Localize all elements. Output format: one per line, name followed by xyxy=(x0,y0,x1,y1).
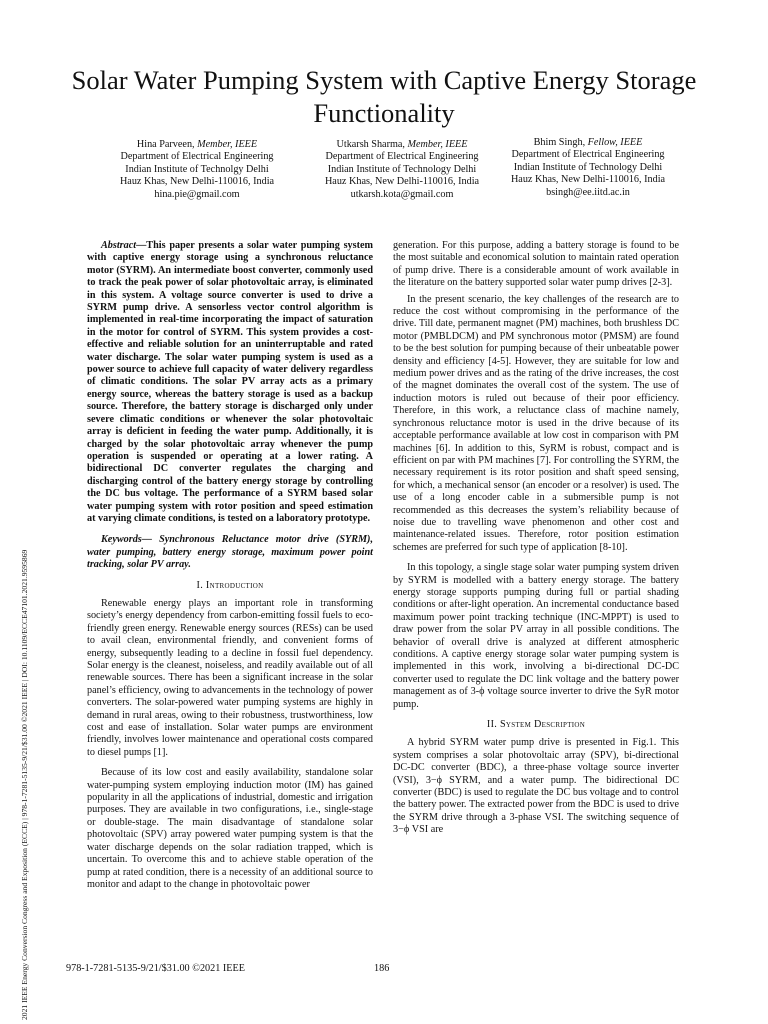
author-email: bsingh@ee.iitd.ac.in xyxy=(546,186,630,198)
abstract-label: Abstract xyxy=(101,240,137,251)
intro-paragraph-1: Renewable energy plays an important role in transforming society’s energy dependency from carbon-emitting fossil fuels to eco-friendly green energy. Renewable energy sources (RESs) can be used to avail clean, environmental friendly, and convenient forms of energy, subsequently leading to a decline in fossil fuel dependency. Solar energy is the cleanest, noiseless, and readily available out of all renewable sources. There has been a significant increase in the solar panel’s efficiency, owing to advancements in the technology of power converters. The solar-powered water pumping systems are highly in demand in rural areas, owing to their robustness, trustworthiness, low cost and ease of installation. Solar water pumps are environment friendly, involves lower maintenance and operational costs compared to diesel pumps [1]. xyxy=(87,597,373,758)
left-column xyxy=(87,240,373,891)
footer-copyright: 978-1-7281-5135-9/21/$31.00 ©2021 IEEE xyxy=(66,963,245,974)
side-doi-text: 2021 IEEE Energy Conversion Congress and Exposition (ECCE) | 978-1-7281-5135-9/21/$31.00 ©2021 IEEE | DOI: 10.1109/ECCE47101.2021.9595869 xyxy=(20,549,29,1020)
author-dept: Department of Electrical Engineering xyxy=(325,151,479,163)
author-block-3 xyxy=(473,137,703,199)
author-dept: Department of Electrical Engineering xyxy=(120,151,274,163)
author-dept: Department of Electrical Engineering xyxy=(511,149,665,161)
author-inst: Indian Institute of Technology Delhi xyxy=(327,163,477,175)
author-inst: Indian Institute of Technolgy Delhi xyxy=(125,163,269,175)
right-paragraph-4: A hybrid SYRM water pump drive is presented in Fig.1. This system comprises a solar photovoltaic array (SPV), bi-directional DC-DC converter (BDC), a three-phase voltage source inverter (VSI), 3−ϕ SYRM, and a water pump. The bidirectional DC converter (BDC) is used to regulate the DC bus voltage and to control the battery power. The extracted power from the BDC is used to drive the SYRM drive through a 3-phase VSI. The switching sequence of 3−ϕ VSI are xyxy=(393,737,679,836)
keywords xyxy=(87,534,373,571)
section-title: Introduction xyxy=(205,579,264,591)
keywords-label: Keywords— xyxy=(101,534,152,546)
author-block-1 xyxy=(82,139,312,201)
section-number: II. xyxy=(486,719,500,731)
right-paragraph-2: In the present scenario, the key challenges of the research are to reduce the cost without compromising in the performance of the drive. Till date, permanent magnet (PM) machines, both brushless DC motor (PMBLDCM) and PM synchronous motor (PMSM) are found to be the best solution for pumping because of their unbeatable power density and efficiency [4-5]. However, they are suitable for low and medium power drives and as the rating of the drive increases, the cost of the magnet dominates the overall cost of the system. The use of induction motors is ruled out because of their poor efficiency. Therefore, in this work, a reluctance class of machine namely, synchronous reluctance motor is used in the drive because of its acceptable performance available at low cost in comparison with PM machines [6]. In addition to this, SyRM is robust, compact and is efficient on par with PM machines [7]. For controlling the SYRM, the necessary requirement is its rotor position and shaft speed sensing, for which, a mechanical sensor (an encoder or a resolver) is used. The use of a long encoder cable in a submersible pump is not recommended as this decreases the system’s reliability because of noise due to travelling wave phenomenon and other cost and maintenance-related issues. Therefore, rotor position estimation schemes are preferred for such type of application [8-10]. xyxy=(393,293,679,553)
author-addr: Hauz Khas, New Delhi-110016, India xyxy=(119,176,275,188)
right-paragraph-3: In this topology, a single stage solar water pumping system driven by SYRM is modelled with a battery energy storage. The battery energy storage supports pumping during full or partial shading conditions or after-light operation. An incremental conductance based maximum power point tracking technique (INC-MPPT) is used to draw power from the solar PV array in all possible conditions. The behavior of overall drive is analyzed at different atmospheric conditions. A captive energy storage solar water pumping system is implemented in this work, involving a bi-directional DC-DC converter used to regulate the DC link voltage and the battery power management as of 3-ϕ voltage source inverter to drive the SyR motor pump. xyxy=(393,562,679,710)
keywords-text: Synchronous Reluctance motor drive (SYRM), water pumping, battery energy storage, maximum power point tracking, solar PV array. xyxy=(87,534,373,571)
abstract xyxy=(87,240,373,525)
intro-paragraph-2: Because of its low cost and easily availability, standalone solar water-pumping system employing induction motor (IM) has gained popularity in all the applications of industrial, domestic and irrigation purposes. They are available in two configurations, i.e., single-stage or double-stage. The main disadvantage of standalone solar photovoltaic (SPV) array powered water pumping system is that the water discharge depends on the solar radiation trapped, which is uncertain. To overcome this and to achieve stable operation of the pump at rated condition, there is a necessity of an additional source to monitor and adapt to the change in photovoltaic power xyxy=(87,767,373,890)
author-role: Member, IEEE xyxy=(407,139,468,150)
right-paragraph-1: generation. For this purpose, adding a battery storage is found to be the most suitable and economical solution to maintain rated operation of pump drive. There is a considerable amount of work available in the literature on the battery supported solar water pump drives [2-3]. xyxy=(393,240,679,289)
author-email: utkarsh.kota@gmail.com xyxy=(350,188,454,200)
author-addr: Hauz Khas, New Delhi-110016, India xyxy=(510,174,666,186)
author-name: Hina Parveen, xyxy=(136,139,198,150)
page-number: 186 xyxy=(374,963,390,974)
abstract-text: —This paper presents a solar water pumping system with captive energy storage using a synchronous reluctance motor (SYRM). An intermediate boost converter, commonly used to track the peak power of solar photovoltaic array, is eliminated in this system. A voltage source converter is used to drive a SYRM pump drive. A sensorless vector control algorithm is implemented in real-time incorporating the impact of saturation in the motor for control of SYRM. This system provides a cost-effective and reliable solution for an uninterruptable and rated water discharge. The solar water pumping system is used as a power source to achieve full capacity of water delivery regardless of climatic conditions. The solar PV array acts as a primary energy source, whereas the battery storage is used as a backup source. Therefore, the battery storage is discharged only under severe climatic conditions or whenever the solar photovoltaic array is deficient in feeding the water pump. Additionally, it is charged by the solar photovoltaic array whenever the pump operation is suspended or operating at a lower rating. A bidirectional DC converter regulates the charging and discharging control of the battery energy storage by controlling the DC bus voltage. The performance of a SYRM based solar water pumping system with rotor position and speed estimation at varying climate conditions, is tested on a laboratory prototype. xyxy=(87,240,373,524)
author-addr: Hauz Khas, New Delhi-110016, India xyxy=(324,176,480,188)
author-email: hina.pie@gmail.com xyxy=(154,188,240,200)
section-heading-introduction xyxy=(87,580,373,592)
author-role: Fellow, IEEE xyxy=(587,137,643,148)
section-title: System Description xyxy=(499,719,586,731)
paper-title: Solar Water Pumping System with Captive Energy Storage Functionality xyxy=(71,65,697,128)
author-name: Utkarsh Sharma, xyxy=(336,139,408,150)
section-heading-system-description xyxy=(393,719,679,731)
section-number: I. xyxy=(196,579,206,591)
author-role: Member, IEEE xyxy=(197,139,258,150)
author-name: Bhim Singh, xyxy=(533,137,588,148)
author-inst: Indian Institute of Technology Delhi xyxy=(513,161,663,173)
right-column xyxy=(393,240,679,837)
